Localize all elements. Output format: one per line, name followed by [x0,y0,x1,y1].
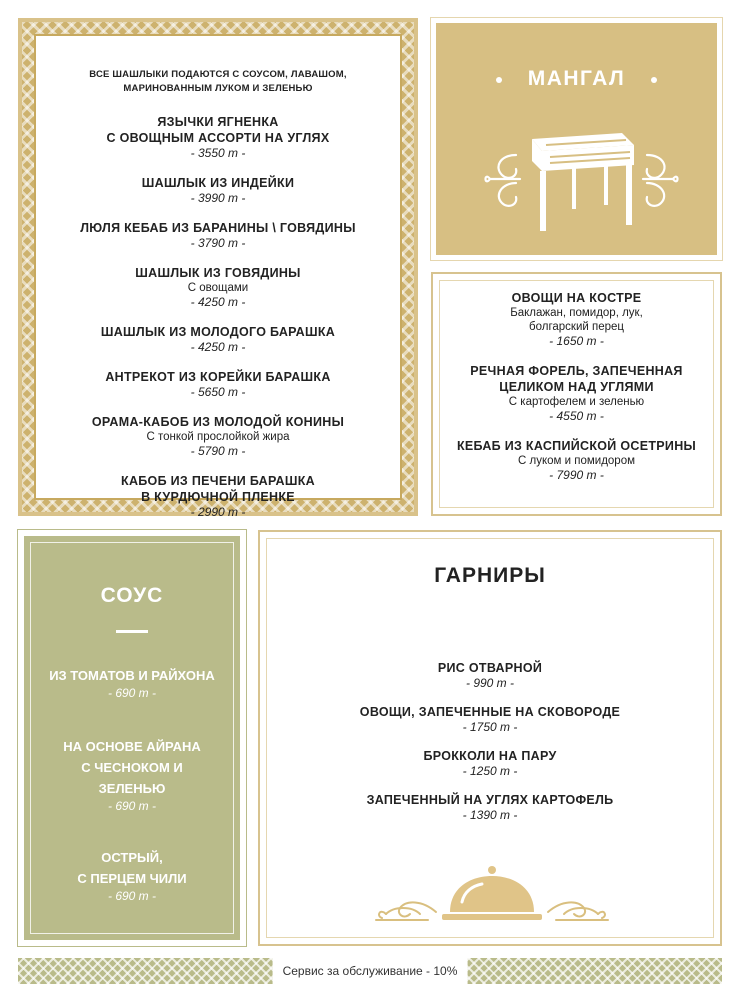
menu-item-price: - 5650 т - [190,385,246,399]
menu-item-name: КЕБАБ ИЗ КАСПИЙСКОЙ ОСЕТРИНЫ [456,439,697,453]
menu-item-desc: Баклажан, помидор, лук, [510,307,643,319]
menu-item-name: В КУРДЮЧНОЙ ПЛЕНКЕ [141,490,295,504]
menu-item-price: - 1250 т - [462,764,518,778]
shashlik-panel [18,18,418,519]
sauce-item-name: НА ОСНОВЕ АЙРАНА [63,739,201,754]
menu-item-price: - 4550 т - [549,409,604,423]
menu-item-name: БРОККОЛИ НА ПАРУ [423,749,557,763]
menu-item-price: - 7990 т - [549,468,604,482]
menu-item-name: КАБОБ ИЗ ПЕЧЕНИ БАРАШКА [121,474,315,488]
mangal-list [439,274,714,482]
mangal-items-panel [431,272,722,516]
menu-item-name: РЕЧНАЯ ФОРЕЛЬ, ЗАПЕЧЕННАЯ [470,364,683,378]
sauce-item-name: ОСТРЫЙ, [101,850,163,865]
menu-item [260,704,720,734]
menu-item-price: - 3990 т - [190,191,246,205]
menu-item [56,414,380,458]
menu-item [439,363,714,423]
menu-item [439,290,714,348]
menu-item [56,265,380,309]
menu-item [56,175,380,205]
menu-item-desc: С луком и помидором [518,455,635,467]
sauce-item-price: - 690 т - [107,686,156,700]
cloche-icon [372,862,612,932]
garnish-list [260,660,720,822]
menu-item [260,748,720,778]
menu-item-name: ОВОЩИ НА КОСТРЕ [511,291,642,305]
menu-item [260,660,720,690]
sauce-item [24,847,240,903]
menu-item-name: ЗАПЕЧЕННЫЙ НА УГЛЯХ КАРТОФЕЛЬ [366,793,614,807]
menu-item-price: - 3550 т - [190,146,246,160]
service-charge-note: Сервис за обслуживание - 10% [273,958,468,984]
menu-item-price: - 4250 т - [190,295,246,309]
menu-item-price: - 1390 т - [462,808,518,822]
ornamental-border [22,22,414,519]
menu-item [56,114,380,160]
menu-item-name: ОРАМА-КАБОБ ИЗ МОЛОДОЙ КОНИНЫ [91,415,345,429]
menu-item [56,220,380,250]
mangal-header-panel [431,18,722,260]
menu-item-name: ЦЕЛИКОМ НАД УГЛЯМИ [499,380,654,394]
sauce-item-name: С ПЕРЦЕМ ЧИЛИ [77,871,187,886]
grill-icon [476,115,687,239]
menu-item-name: ЛЮЛЯ КЕБАБ ИЗ БАРАНИНЫ \ ГОВЯДИНЫ [80,221,356,235]
menu-item-price: - 1650 т - [549,334,604,348]
menu-item-name: ШАШЛЫК ИЗ ИНДЕЙКИ [141,176,295,190]
menu-item [56,324,380,354]
menu-item-name: С ОВОЩНЫМ АССОРТИ НА УГЛЯХ [106,131,330,145]
garnish-title: ГАРНИРЫ [434,564,546,587]
menu-item-price: - 2990 т - [190,505,246,519]
menu-item-name: РИС ОТВАРНОЙ [437,661,543,675]
menu-item-desc: С тонкой прослойкой жира [146,431,290,443]
menu-item [439,438,714,482]
menu-item-name: ЯЗЫЧКИ ЯГНЕНКА [157,115,279,129]
menu-item-name: ОВОЩИ, ЗАПЕЧЕННЫЕ НА СКОВОРОДЕ [359,705,621,719]
menu-item-price: - 3790 т - [190,236,246,250]
shashlik-intro: ВСЕ ШАШЛЫКИ ПОДАЮТСЯ С СОУСОМ, ЛАВАШОМ, МАРИНОВАННЫМ ЛУКОМ И ЗЕЛЕНЬЮ [89,69,347,94]
dot-icon [651,77,657,83]
sauce-title: СОУС [100,584,164,607]
menu-item [260,792,720,822]
mangal-title: МАНГАЛ [527,67,626,90]
sauce-item-name: ИЗ ТОМАТОВ И РАЙХОНА [49,668,215,683]
menu-item-desc: С овощами [187,282,249,294]
sauce-panel [18,530,246,946]
menu-item-price: - 4250 т - [190,340,246,354]
menu-item-price: - 5790 т - [190,444,246,458]
menu-item-price: - 990 т - [465,676,514,690]
title-divider [116,630,148,633]
menu-item [56,369,380,399]
footer-ornament [18,958,722,984]
menu-item-price: - 1750 т - [462,720,518,734]
sauce-item-name: С ЧЕСНОКОМ И [81,760,183,775]
sauce-item-price: - 690 т - [107,889,156,903]
sauce-item-name: ЗЕЛЕНЬЮ [98,781,166,796]
garnish-panel [258,530,722,946]
shashlik-list [34,34,402,519]
menu-item-name: ШАШЛЫК ИЗ МОЛОДОГО БАРАШКА [100,325,336,339]
sauce-item [24,736,240,813]
menu-item-desc: болгарский перец [529,321,624,333]
sauce-item [24,665,240,700]
menu-item-name: ШАШЛЫК ИЗ ГОВЯДИНЫ [135,266,301,280]
menu-item-name: АНТРЕКОТ ИЗ КОРЕЙКИ БАРАШКА [105,370,331,384]
menu-item-desc: С картофелем и зеленью [508,396,645,408]
menu-item [56,473,380,519]
sauce-item-price: - 690 т - [107,799,156,813]
